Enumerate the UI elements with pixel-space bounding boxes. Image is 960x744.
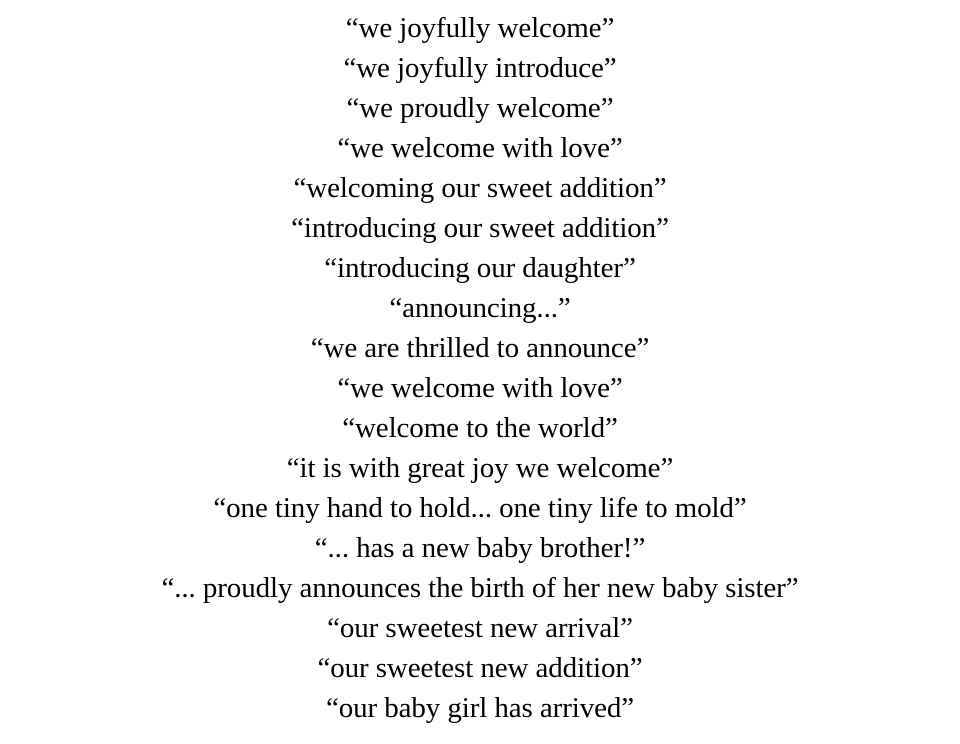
quote-line: “we are thrilled to announce”: [310, 332, 650, 364]
quote-line: “welcome to the world”: [342, 412, 618, 444]
quote-line: “our sweetest new arrival”: [327, 612, 633, 644]
quote-line: “welcoming our sweet addition”: [293, 172, 667, 204]
quote-line: “our sweetest new addition”: [317, 652, 643, 684]
quote-line: “introducing our daughter”: [324, 252, 636, 284]
quote-line: “announcing...”: [389, 292, 571, 324]
quote-list: [0, 8, 960, 728]
quote-line: “we proudly welcome”: [346, 92, 614, 124]
quote-line: “our baby girl has arrived”: [325, 692, 635, 724]
quote-line: “we welcome with love”: [337, 372, 623, 404]
quote-line: “we welcome with love”: [337, 132, 623, 164]
quote-line: “introducing our sweet addition”: [291, 212, 669, 244]
quote-line: “... has a new baby brother!”: [314, 532, 646, 564]
quote-line: “it is with great joy we welcome”: [286, 452, 674, 484]
quote-line: “we joyfully introduce”: [343, 52, 617, 84]
quote-line: “we joyfully welcome”: [345, 12, 615, 44]
quote-line: “one tiny hand to hold... one tiny life to mold”: [213, 492, 747, 524]
quote-line: “... proudly announces the birth of her new baby sister”: [161, 572, 799, 604]
